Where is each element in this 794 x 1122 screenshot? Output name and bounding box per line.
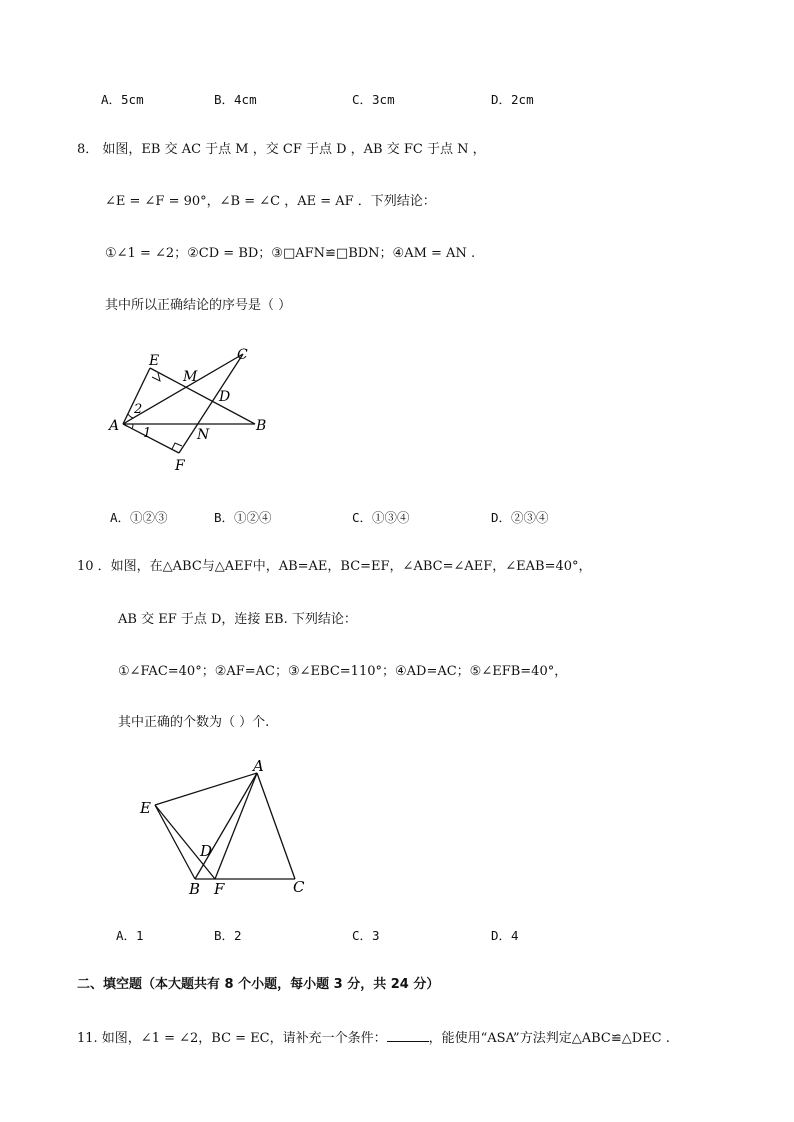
q7-option-c: C．3cm — [352, 92, 395, 107]
segment-af — [215, 773, 257, 879]
angle-arc-1 — [132, 424, 133, 429]
label-c: C — [293, 878, 305, 896]
q7-option-b: B．4cm — [214, 92, 257, 107]
label-a: A — [109, 418, 120, 434]
label-angle-2: 2 — [134, 402, 143, 417]
q10-stem-line1: 10 ．如图，在△ABC与△AEF中，AB=AE，BC=EF，∠ABC=∠AEF，∠EAB=40°， — [77, 559, 592, 574]
label-e: E — [140, 799, 151, 817]
q11-answer-blank[interactable] — [387, 1029, 429, 1042]
label-f: F — [175, 458, 185, 474]
label-d: D — [200, 842, 213, 860]
label-m: M — [183, 369, 198, 385]
q10-stem-line4: 其中正确的个数为（ ）个. — [118, 715, 270, 730]
q10-figure — [135, 755, 315, 900]
label-e: E — [149, 353, 160, 369]
label-angle-1: 1 — [143, 426, 152, 441]
q10-stem-line2: AB 交 EF 于点 D，连接 EB. 下列结论： — [118, 612, 357, 627]
q10-option-c: C．3 — [352, 928, 380, 943]
q10-stem-line3: ①∠FAC=40°；②AF=AC；③∠EBC=110°；④AD=AC；⑤∠EFB=40°， — [118, 664, 568, 679]
q10-option-b: B．2 — [214, 928, 242, 943]
segment-eb — [155, 805, 195, 879]
q8-option-d: D．②③④ — [491, 510, 549, 525]
q8-stem-line3: ①∠1 = ∠2；②CD = BD；③□AFN≌□BDN；④AM = AN . — [105, 246, 476, 261]
label-d: D — [219, 389, 231, 405]
q8-figure — [105, 340, 280, 475]
q11-stem — [77, 1029, 670, 1048]
label-b: B — [256, 418, 267, 434]
right-angle-e — [152, 373, 160, 381]
q8-option-b: B．①②④ — [214, 510, 272, 525]
label-b: B — [189, 880, 201, 898]
section-heading-fill-in: 二、填空题（本大题共有 8 个小题，每小题 3 分，共 24 分） — [77, 977, 440, 992]
label-c: C — [237, 347, 248, 363]
angle-arc-2 — [128, 414, 133, 418]
q11-text-part1: 11. 如图，∠1 = ∠2，BC = EC，请补充一个条件： — [77, 1031, 387, 1046]
label-f: F — [214, 880, 225, 898]
q8-stem-line4: 其中所以正确结论的序号是（ ） — [105, 298, 292, 313]
q8-option-c: C．①③④ — [352, 510, 410, 525]
label-a: A — [253, 757, 264, 775]
label-n: N — [197, 427, 210, 443]
segment-ac — [257, 773, 295, 879]
q10-option-d: D．4 — [491, 928, 519, 943]
q8-stem-line2: ∠E = ∠F = 90°，∠B = ∠C ，AE = AF ．下列结论： — [105, 194, 436, 209]
q11-text-part2: ，能使用“ASA”方法判定△ABC≌△DEC . — [428, 1031, 670, 1046]
q7-option-a: A．5cm — [101, 92, 144, 107]
right-angle-f — [172, 443, 182, 449]
q8-option-a: A．①②③ — [110, 510, 168, 525]
q7-option-d: D．2cm — [491, 92, 534, 107]
q10-option-a: A．1 — [116, 928, 144, 943]
q8-stem-line1: 8． 如图，EB 交 AC 于点 M ，交 CF 于点 D ，AB 交 FC 于点 N ， — [77, 142, 486, 157]
